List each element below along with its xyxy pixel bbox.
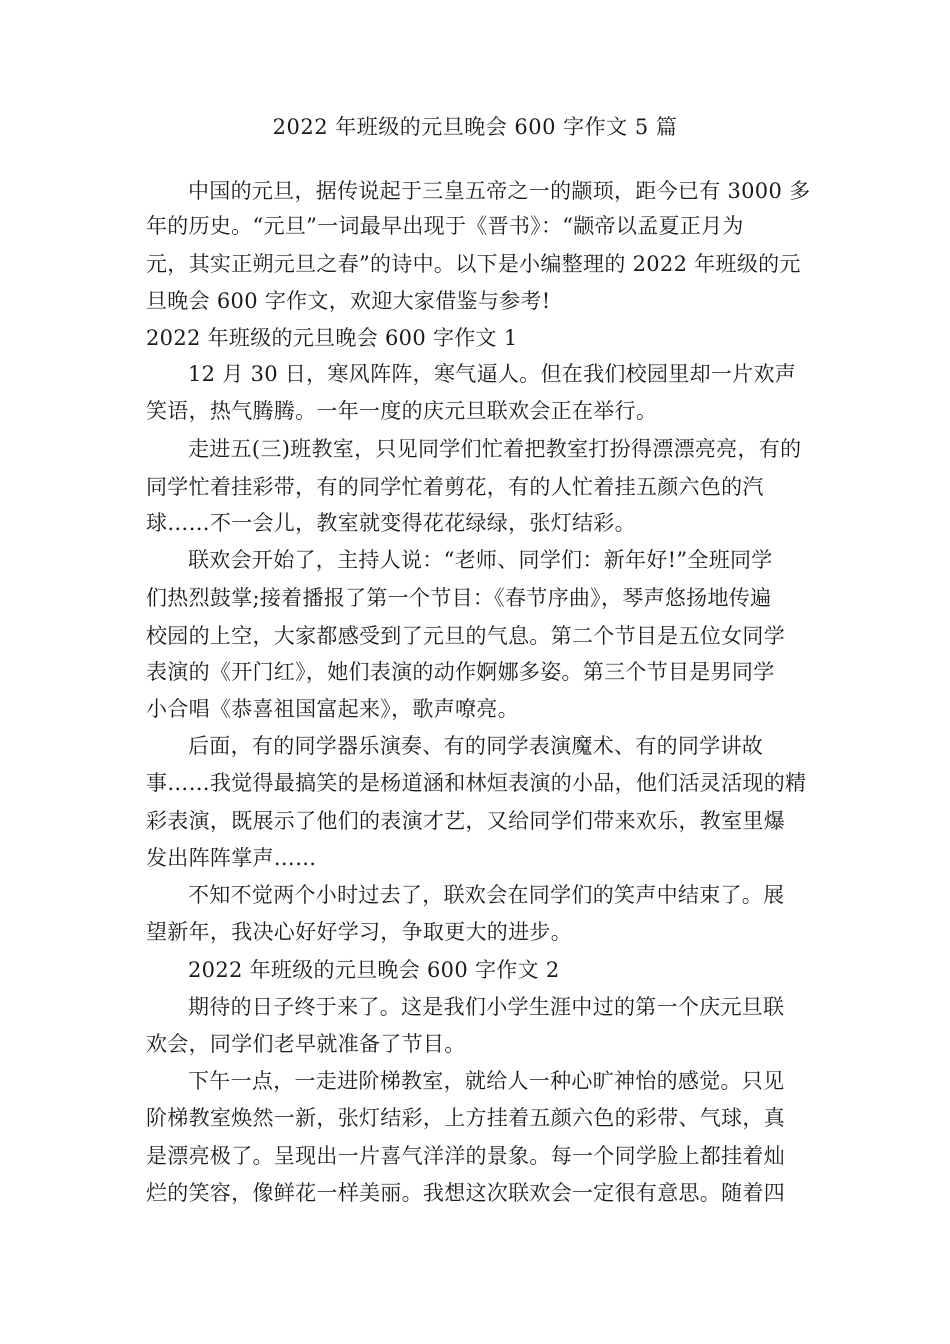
section-heading: 2022 年班级的元旦晚会 600 字作文 2 bbox=[188, 958, 560, 982]
text-line: 表演的《开门红》，她们表演的动作婀娜多姿。第三个节目是男同学 bbox=[146, 660, 775, 684]
text-line: 校园的上空，大家都感受到了元旦的气息。第二个节目是五位女同学 bbox=[146, 624, 785, 648]
text-line: 阶梯教室焕然一新，张灯结彩，上方挂着五颜六色的彩带、气球，真 bbox=[146, 1106, 785, 1130]
text-line: 走进五(三)班教室，只见同学们忙着把教室打扮得漂漂亮亮，有的 bbox=[188, 437, 802, 461]
text-line: 年的历史。“元旦”一词最早出现于《晋书》：“颛帝以孟夏正月为 bbox=[146, 214, 744, 238]
text-line: 旦晚会 600 字作文，欢迎大家借鉴与参考! bbox=[146, 289, 551, 313]
text-line: 事……我觉得最搞笑的是杨道涵和林烜表演的小品，他们活灵活现的精 bbox=[146, 771, 807, 795]
document-title: 2022 年班级的元旦晚会 600 字作文 5 篇 bbox=[272, 115, 678, 139]
text-line: 笑语，热气腾腾。一年一度的庆元旦联欢会正在举行。 bbox=[146, 399, 658, 423]
text-line: 后面，有的同学器乐演奏、有的同学表演魔术、有的同学讲故 bbox=[188, 734, 764, 758]
text-line: 烂的笑容，像鲜花一样美丽。我想这次联欢会一定很有意思。随着四 bbox=[146, 1181, 785, 1205]
text-line: 小合唱《恭喜祖国富起来》，歌声嘹亮。 bbox=[146, 697, 519, 721]
text-line: 期待的日子终于来了。这是我们小学生涯中过的第一个庆元旦联 bbox=[188, 995, 785, 1019]
text-line: 同学忙着挂彩带，有的同学忙着剪花，有的人忙着挂五颜六色的汽 bbox=[146, 475, 764, 499]
text-line: 12 月 30 日，寒风阵阵，寒气逼人。但在我们校园里却一片欢声 bbox=[188, 362, 797, 386]
text-line: 中国的元旦，据传说起于三皇五帝之一的颛顼，距今已有 3000 多 bbox=[188, 179, 811, 203]
text-line: 是漂亮极了。呈现出一片喜气洋洋的景象。每一个同学脸上都挂着灿 bbox=[146, 1144, 785, 1168]
text-line: 发出阵阵掌声…… bbox=[146, 846, 317, 870]
text-line: 球……不一会儿，教室就变得花花绿绿，张灯结彩。 bbox=[146, 511, 636, 535]
text-line: 们热烈鼓掌;接着播报了第一个节目：《春节序曲》，琴声悠扬地传遍 bbox=[146, 586, 772, 610]
text-line: 元，其实正朔元旦之春”的诗中。以下是小编整理的 2022 年班级的元 bbox=[146, 252, 801, 276]
section-heading: 2022 年班级的元旦晚会 600 字作文 1 bbox=[146, 326, 518, 350]
text-line: 望新年，我决心好好学习，争取更大的进步。 bbox=[146, 920, 572, 944]
text-line: 不知不觉两个小时过去了，联欢会在同学们的笑声中结束了。展 bbox=[188, 883, 785, 907]
text-line: 欢会，同学们老早就准备了节目。 bbox=[146, 1032, 466, 1056]
text-line: 联欢会开始了，主持人说：“老师、同学们：新年好!”全班同学 bbox=[188, 548, 773, 572]
text-line: 彩表演，既展示了他们的表演才艺，又给同学们带来欢乐，教室里爆 bbox=[146, 809, 785, 833]
text-line: 下午一点，一走进阶梯教室，就给人一种心旷神怡的感觉。只见 bbox=[188, 1069, 785, 1093]
